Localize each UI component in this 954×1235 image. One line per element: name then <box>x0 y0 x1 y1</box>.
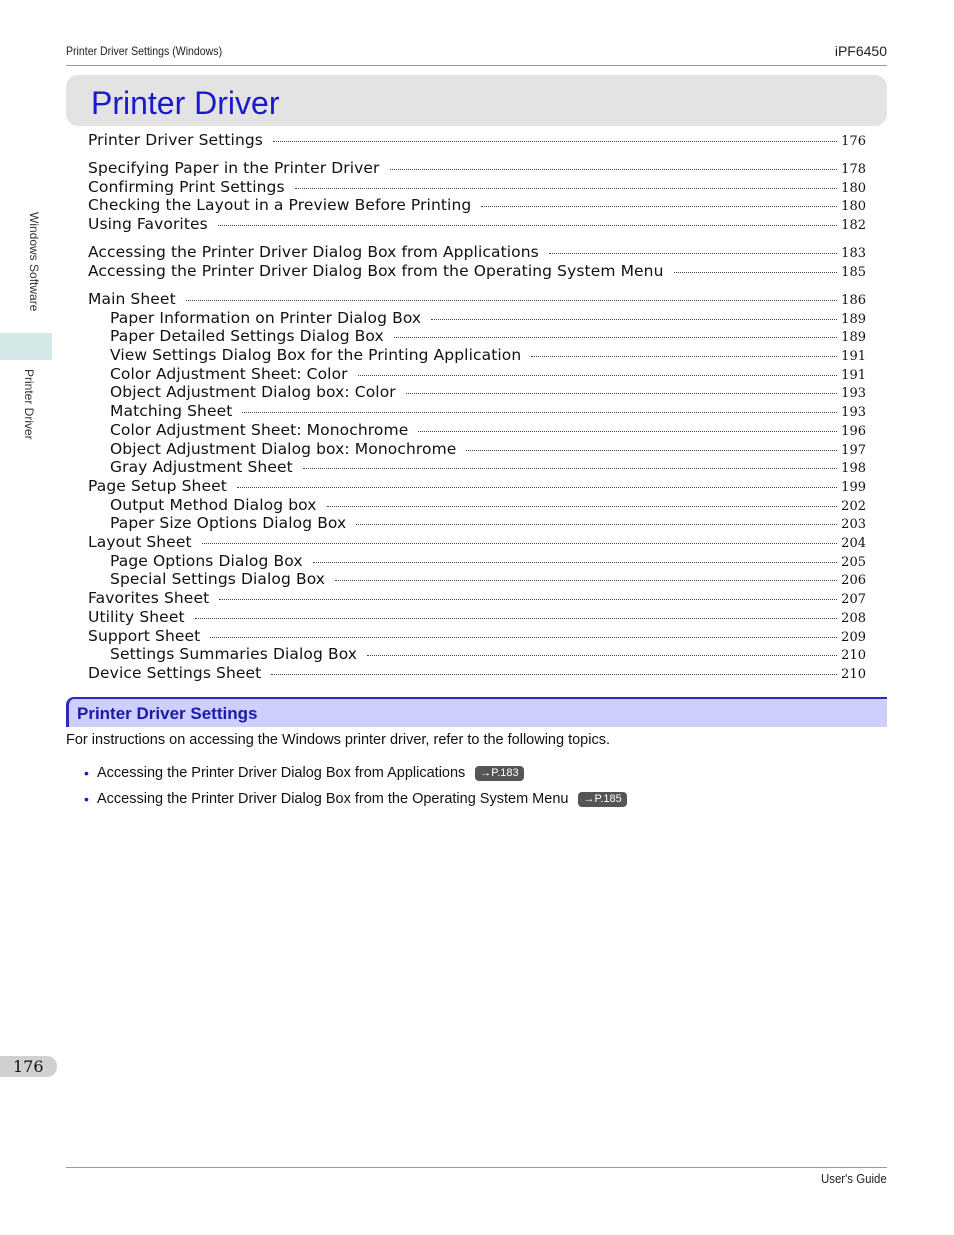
footer-guide-label: User's Guide <box>821 1171 887 1186</box>
dot-leader <box>327 506 837 507</box>
toc-entry-title: Specifying Paper in the Printer Driver <box>88 159 380 177</box>
chapter-title-band <box>66 75 887 126</box>
toc-entry-page: 191 <box>841 368 866 383</box>
toc-entry-page: 176 <box>841 134 866 149</box>
toc-entry[interactable] <box>110 421 866 440</box>
toc-entry[interactable] <box>110 346 866 365</box>
toc-entry[interactable] <box>110 365 866 384</box>
toc-entry[interactable] <box>110 327 866 346</box>
dot-leader <box>273 141 837 142</box>
toc-entry-title: Accessing the Printer Driver Dialog Box from the Operating System Menu <box>88 262 664 280</box>
toc-entry[interactable] <box>88 477 866 496</box>
toc-entry-page: 178 <box>841 162 866 177</box>
toc-entry-page: 180 <box>841 199 866 214</box>
page-number-tab <box>0 1056 57 1077</box>
toc-entry-page: 208 <box>841 611 866 626</box>
page-reference-badge[interactable]: →P.183 <box>475 766 523 781</box>
side-label-windows-software: Windows Software <box>27 212 41 312</box>
dot-leader <box>418 431 837 432</box>
toc-entry-title: View Settings Dialog Box for the Printing Application <box>110 346 522 364</box>
page-reference-badge[interactable]: →P.185 <box>578 792 626 807</box>
toc-entry-page: 193 <box>841 386 866 401</box>
side-tab-marker <box>0 333 52 360</box>
toc-entry[interactable] <box>110 514 866 533</box>
footer-rule <box>66 1167 887 1168</box>
toc-entry-title: Object Adjustment Dialog box: Color <box>110 383 396 401</box>
toc-entry-title: Page Options Dialog Box <box>110 552 303 570</box>
dot-leader <box>335 580 837 581</box>
toc-entry[interactable] <box>88 664 866 683</box>
toc-entry[interactable] <box>88 290 866 309</box>
toc-entry-title: Paper Size Options Dialog Box <box>110 514 347 532</box>
dot-leader <box>481 206 837 207</box>
toc-entry-title: Utility Sheet <box>88 608 185 626</box>
dot-leader <box>549 253 837 254</box>
toc-entry-page: 185 <box>841 265 866 280</box>
toc-entry-page: 197 <box>841 443 866 458</box>
toc-entry-title: Output Method Dialog box <box>110 496 317 514</box>
chapter-title: Printer Driver <box>91 85 280 121</box>
topic-list <box>84 760 627 812</box>
toc-entry-title: Using Favorites <box>88 215 208 233</box>
dot-leader <box>431 319 837 320</box>
running-header-title: Printer Driver Settings (Windows) <box>66 44 223 58</box>
toc-entry-title: Object Adjustment Dialog box: Monochrome <box>110 440 457 458</box>
dot-leader <box>186 300 837 301</box>
page-number: 176 <box>13 1057 44 1076</box>
dot-leader <box>390 169 837 170</box>
toc-entry[interactable] <box>88 196 866 215</box>
dot-leader <box>218 225 837 226</box>
toc-entry-page: 207 <box>841 592 866 607</box>
list-item <box>84 786 627 812</box>
toc-entry[interactable] <box>110 402 866 421</box>
topic-link-text[interactable]: Accessing the Printer Driver Dialog Box from Applications <box>97 765 466 781</box>
dot-leader <box>303 468 837 469</box>
toc-entry-title: Main Sheet <box>88 290 176 308</box>
toc-entry-page: 203 <box>841 517 866 532</box>
list-item <box>84 760 627 786</box>
toc-entry-page: 182 <box>841 218 866 233</box>
dot-leader <box>313 562 837 563</box>
dot-leader <box>219 599 837 600</box>
toc-entry-title: Checking the Layout in a Preview Before Printing <box>88 196 472 214</box>
toc-entry-page: 196 <box>841 424 866 439</box>
toc-entry-title: Color Adjustment Sheet: Color <box>110 365 348 383</box>
side-label-printer-driver: Printer Driver <box>22 369 36 440</box>
bullet-icon: • <box>84 791 89 807</box>
toc-entry[interactable] <box>110 496 866 515</box>
toc-entry-page: 189 <box>841 312 866 327</box>
dot-leader <box>367 655 837 656</box>
toc-entry-page: 186 <box>841 293 866 308</box>
dot-leader <box>237 487 837 488</box>
dot-leader <box>242 412 837 413</box>
header-rule <box>66 65 887 66</box>
dot-leader <box>531 356 837 357</box>
toc-entry-page: 206 <box>841 573 866 588</box>
toc-entry[interactable] <box>110 309 866 328</box>
toc-entry-page: 183 <box>841 246 866 261</box>
toc-entry-title: Paper Information on Printer Dialog Box <box>110 309 422 327</box>
toc-entry-title: Confirming Print Settings <box>88 178 285 196</box>
toc-entry[interactable] <box>88 178 866 197</box>
toc-entry[interactable] <box>110 552 866 571</box>
toc-entry[interactable] <box>88 131 866 150</box>
toc-entry-page: 193 <box>841 405 866 420</box>
toc-entry-page: 205 <box>841 555 866 570</box>
toc-entry[interactable] <box>110 458 866 477</box>
toc-entry-title: Paper Detailed Settings Dialog Box <box>110 327 384 345</box>
toc-entry-title: Accessing the Printer Driver Dialog Box from Applications <box>88 243 539 261</box>
toc-entry-title: Page Setup Sheet <box>88 477 227 495</box>
toc-entry[interactable] <box>88 243 866 262</box>
toc-entry-title: Printer Driver Settings <box>88 131 263 149</box>
toc-entry-page: 210 <box>841 648 866 663</box>
toc-entry-page: 191 <box>841 349 866 364</box>
toc-entry-title: Settings Summaries Dialog Box <box>110 645 358 663</box>
section-heading-band <box>66 697 887 727</box>
dot-leader <box>358 375 837 376</box>
section-title: Printer Driver Settings <box>77 704 258 723</box>
toc-entry-title: Device Settings Sheet <box>88 664 262 682</box>
dot-leader <box>202 543 837 544</box>
toc-entry[interactable] <box>88 533 866 552</box>
toc-entry[interactable] <box>88 608 866 627</box>
toc-entry-page: 202 <box>841 499 866 514</box>
toc-entry[interactable] <box>110 645 866 664</box>
toc-entry[interactable] <box>110 570 866 589</box>
toc-entry[interactable] <box>110 440 866 459</box>
dot-leader <box>394 337 837 338</box>
topic-link-text[interactable]: Accessing the Printer Driver Dialog Box from the Operating System Menu <box>97 791 569 807</box>
dot-leader <box>195 618 837 619</box>
toc-entry-page: 198 <box>841 461 866 476</box>
dot-leader <box>295 188 837 189</box>
dot-leader <box>210 637 837 638</box>
toc-entry-page: 199 <box>841 480 866 495</box>
toc-entry-page: 209 <box>841 630 866 645</box>
dot-leader <box>271 674 837 675</box>
toc-entry[interactable] <box>88 589 866 608</box>
section-intro: For instructions on accessing the Windows printer driver, refer to the following topics. <box>66 732 610 748</box>
toc-entry[interactable] <box>88 215 866 234</box>
dot-leader <box>674 272 837 273</box>
toc-entry-title: Special Settings Dialog Box <box>110 570 326 588</box>
toc-entry[interactable] <box>88 262 866 281</box>
toc-entry-page: 204 <box>841 536 866 551</box>
toc-entry[interactable] <box>88 159 866 178</box>
toc-entry-page: 189 <box>841 330 866 345</box>
toc-entry-title: Support Sheet <box>88 627 201 645</box>
toc-entry-title: Layout Sheet <box>88 533 192 551</box>
running-header-model: iPF6450 <box>834 43 887 59</box>
toc-entry-title: Favorites Sheet <box>88 589 210 607</box>
dot-leader <box>406 393 837 394</box>
dot-leader <box>466 450 837 451</box>
toc-entry-page: 180 <box>841 181 866 196</box>
toc-entry-title: Matching Sheet <box>110 402 233 420</box>
bullet-icon: • <box>84 765 89 781</box>
dot-leader <box>356 524 837 525</box>
toc-entry-page: 210 <box>841 667 866 682</box>
toc-entry[interactable] <box>88 627 866 646</box>
toc-entry-title: Gray Adjustment Sheet <box>110 458 293 476</box>
toc-entry-title: Color Adjustment Sheet: Monochrome <box>110 421 409 439</box>
toc-entry[interactable] <box>110 383 866 402</box>
